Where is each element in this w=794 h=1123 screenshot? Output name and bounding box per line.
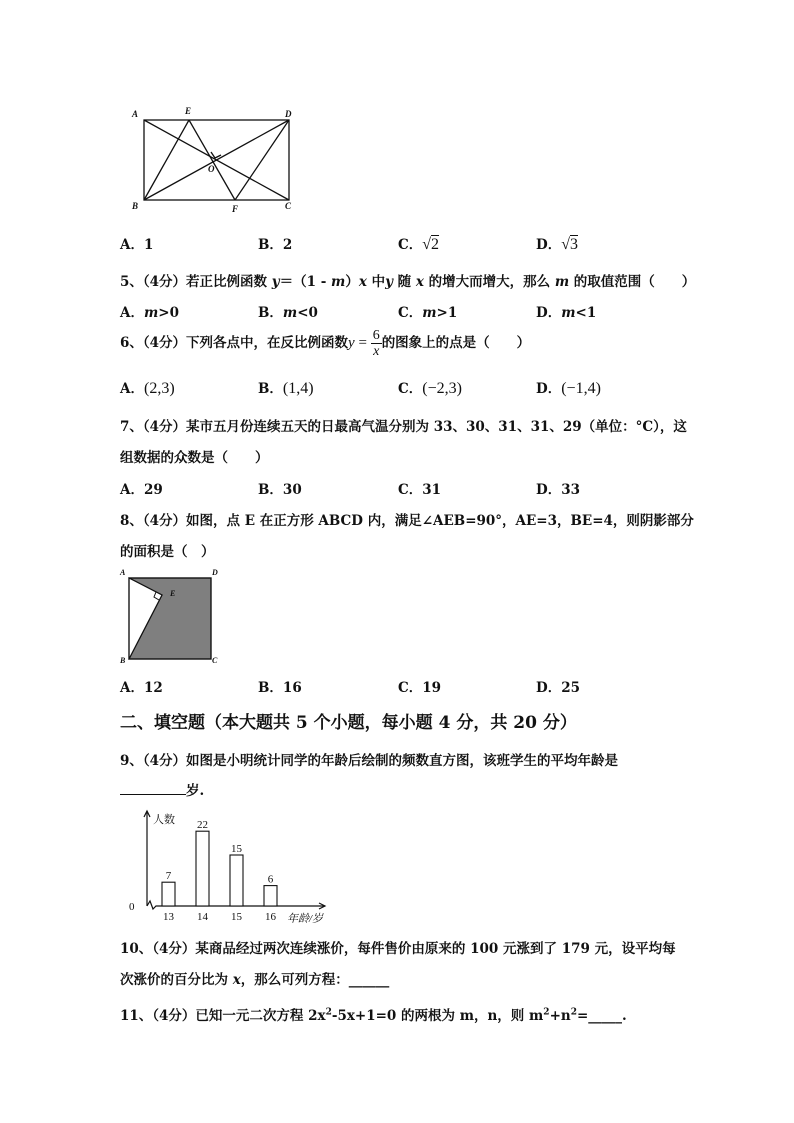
origin-label: 0 — [129, 901, 135, 913]
label-f: F — [232, 204, 239, 214]
q8-line2: 的面积是（ ） — [120, 544, 215, 560]
option-letter: C． — [398, 482, 423, 498]
y-axis-label: 人数 — [153, 814, 175, 826]
fraction-6-over-x — [371, 328, 382, 359]
q6-option-a[interactable] — [120, 377, 175, 398]
var: y — [271, 274, 280, 290]
bar-value-label: 7 — [165, 870, 172, 883]
superscript: 2 — [543, 1007, 550, 1018]
superscript: 2 — [570, 1007, 577, 1018]
option-value: 2 — [282, 237, 293, 253]
q8-option-c[interactable] — [398, 676, 441, 696]
q5-stem — [120, 270, 695, 290]
option-value: (−2,3) — [422, 380, 462, 397]
var: x — [358, 274, 367, 290]
q8-option-b[interactable] — [258, 676, 302, 696]
text: 的取值范围（ ） — [569, 274, 696, 290]
option-value: 1 — [143, 237, 154, 253]
q7-option-a[interactable] — [120, 478, 163, 498]
option-letter: B． — [258, 482, 283, 498]
text: . — [622, 1008, 627, 1024]
option-value: >0 — [158, 305, 179, 321]
text: 次涨价的百分比为 — [120, 972, 233, 988]
option-value: (−1,4) — [561, 380, 601, 397]
x-tick-label: 15 — [231, 911, 242, 923]
text: ＝（1 - — [279, 274, 332, 290]
option-letter: A． — [120, 305, 144, 321]
option-letter: C． — [398, 237, 423, 253]
option-value: 30 — [282, 482, 302, 498]
q6-option-c[interactable] — [398, 377, 462, 398]
var: m — [561, 305, 576, 321]
answer-blank[interactable] — [120, 780, 186, 795]
q4-option-c[interactable] — [398, 233, 439, 254]
label-e: E — [185, 106, 192, 116]
q10-line2 — [120, 968, 389, 988]
text: 若正比例函数 — [186, 274, 272, 290]
option-letter: C． — [398, 680, 423, 696]
option-letter: A． — [120, 237, 144, 253]
bar-value-label: 6 — [267, 873, 274, 886]
option-value: 31 — [422, 482, 442, 498]
x-tick-label: 14 — [197, 911, 208, 923]
var: x — [415, 274, 424, 290]
option-letter: C． — [398, 305, 423, 321]
text: 11、（4分）已知一元二次方程 2x — [120, 1008, 326, 1024]
option-letter: A． — [120, 381, 144, 397]
histogram-chart — [125, 803, 340, 928]
segment-ef — [189, 120, 235, 200]
option-letter: D． — [536, 237, 562, 253]
option-letter: D． — [536, 381, 562, 397]
option-value: 25 — [561, 680, 581, 696]
q9-line2 — [120, 779, 204, 799]
option-value: 2 — [431, 236, 440, 253]
var: m — [422, 305, 437, 321]
option-letter: B． — [258, 680, 283, 696]
question-number: 6、（4分） — [120, 335, 187, 351]
denominator: x — [373, 344, 380, 359]
q7-option-b[interactable] — [258, 478, 302, 498]
var: m — [282, 305, 298, 321]
sqrt-symbol: √ — [422, 236, 432, 253]
option-letter: D． — [536, 305, 562, 321]
label-d: D — [285, 109, 292, 119]
option-letter: A． — [120, 680, 144, 696]
var: x — [232, 972, 241, 988]
q7-option-c[interactable] — [398, 478, 441, 498]
q4-option-b[interactable] — [258, 233, 292, 253]
label-d: D — [212, 568, 218, 577]
option-letter: A． — [120, 482, 144, 498]
q5-option-b[interactable] — [258, 301, 318, 321]
label-c: C — [285, 201, 292, 211]
text: ） — [345, 274, 359, 290]
option-value: <1 — [575, 305, 597, 321]
q10-line1: 10、（4分）某商品经过两次连续涨价，每件售价由原来的 100 元涨到了 179 元，设平均每 — [120, 941, 676, 957]
section-heading: 二、填空题（本大题共 5 个小题，每小题 4 分，共 20 分） — [120, 713, 577, 733]
numerator: 6 — [372, 328, 380, 343]
text: -5x+1=0 的两根为 m，n，则 m — [331, 1008, 544, 1024]
option-value: 29 — [143, 482, 163, 498]
sqrt-symbol: √ — [561, 236, 570, 253]
label-e: E — [170, 589, 176, 598]
histogram-bar — [162, 882, 175, 906]
text: 下列各点中，在反比例函数 — [186, 335, 349, 351]
histogram-bar — [230, 855, 243, 906]
label-b: B — [120, 656, 126, 665]
option-value: 12 — [143, 680, 163, 696]
option-letter: B． — [258, 381, 283, 397]
segment-fd — [235, 120, 289, 200]
text: +n — [549, 1008, 571, 1024]
x-tick-label: 16 — [265, 911, 276, 923]
q7-line1: 7、（4分）某市五月份连续五天的日最高气温分别为 33、30、31、31、29（单位：°C），这 — [120, 419, 687, 435]
question-number: 5、（4分） — [120, 274, 187, 290]
text: = — [576, 1008, 589, 1024]
superscript: 2 — [325, 1007, 332, 1018]
var: y — [385, 274, 393, 290]
label-a: A — [120, 568, 126, 577]
label-a: A — [132, 109, 139, 119]
var: m — [554, 274, 570, 290]
histogram-bar — [264, 886, 277, 906]
x-axis-label: 年龄/岁 — [287, 913, 324, 925]
option-letter: B． — [258, 237, 283, 253]
option-letter: C． — [398, 381, 423, 397]
var: y — [348, 335, 355, 351]
text: 岁. — [186, 783, 205, 799]
text: 的图象上的点是（ ） — [381, 335, 531, 351]
q7-line2: 组数据的众数是（ ） — [120, 450, 269, 466]
x-tick-label: 13 — [163, 911, 174, 923]
text: 中 — [366, 274, 386, 290]
q11-stem — [120, 1004, 627, 1024]
option-value: 33 — [561, 482, 581, 498]
option-letter: D． — [536, 482, 562, 498]
q4-option-a[interactable] — [120, 233, 153, 253]
label-c: C — [212, 656, 218, 665]
option-value: (2,3) — [143, 380, 175, 397]
option-value: 3 — [570, 236, 578, 253]
bar-value-label: 15 — [231, 843, 242, 855]
q8-option-d[interactable] — [536, 676, 580, 696]
text: 的增大而增大，那么 — [423, 274, 555, 290]
q8-option-a[interactable] — [120, 676, 163, 696]
option-value: 16 — [282, 680, 302, 696]
q7-option-d[interactable] — [536, 478, 580, 498]
q6-option-d[interactable] — [536, 377, 601, 398]
q4-option-d[interactable] — [536, 233, 578, 254]
answer-blank[interactable]: _____ — [588, 1008, 623, 1024]
option-letter: D． — [536, 680, 562, 696]
option-value: <0 — [297, 305, 318, 321]
figure-rectangle-abcd — [125, 100, 305, 220]
histogram-bar — [196, 831, 209, 906]
label-b: B — [132, 201, 139, 211]
q9-line1: 9、（4分）如图是小明统计同学的年龄后绘制的频数直方图，该班学生的平均年龄是 — [120, 753, 619, 769]
text: = — [354, 335, 371, 351]
option-letter: B． — [258, 305, 283, 321]
text: 随 — [392, 274, 416, 290]
q6-option-b[interactable] — [258, 377, 314, 398]
bar-value-label: 22 — [197, 819, 208, 832]
var: m — [331, 274, 346, 290]
option-value: (1,4) — [282, 380, 314, 397]
q5-option-d[interactable] — [536, 301, 596, 321]
answer-blank[interactable]: ______ — [348, 972, 390, 988]
var: m — [143, 305, 159, 321]
figure-square-abcd — [115, 565, 227, 669]
q5-option-c[interactable] — [398, 301, 457, 321]
q5-option-a[interactable] — [120, 301, 179, 321]
text: ，那么可列方程： — [240, 972, 349, 988]
option-value: 19 — [422, 680, 442, 696]
option-value: >1 — [436, 305, 458, 321]
q6-stem — [120, 328, 530, 359]
label-o: O — [208, 164, 215, 174]
q8-line1: 8、（4分）如图，点 E 在正方形 ABCD 内，满足∠AEB=90°，AE=3，BE=4，则阴影部分 — [120, 513, 694, 529]
